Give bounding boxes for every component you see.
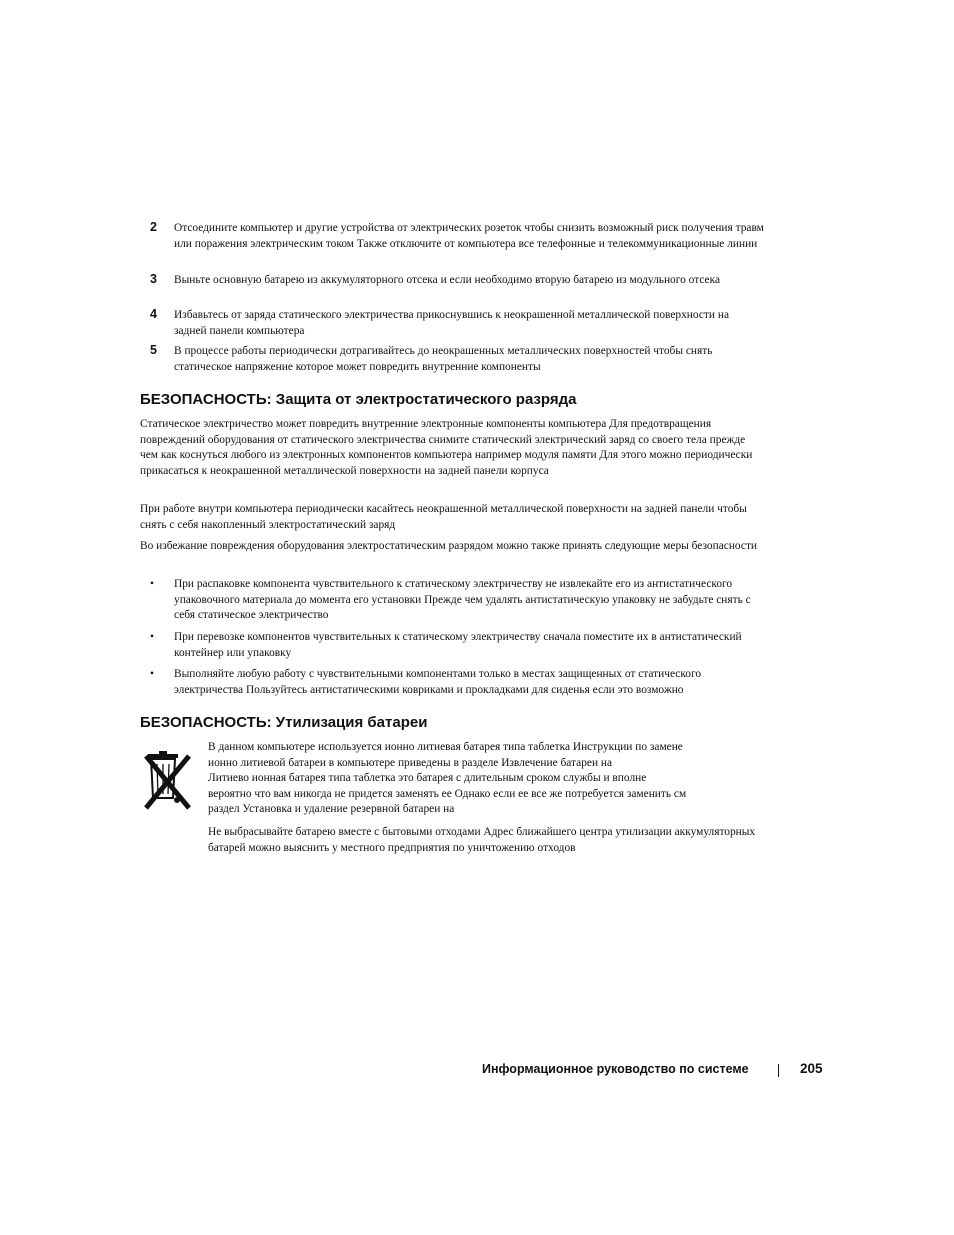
battery-paragraph-1	[208, 740, 758, 818]
step-number: 2	[150, 220, 157, 234]
bullet-text: При распаковке компонента чувствительного к статическому электричеству не извлекайте его из антистатического упаковочного материала до момента его установки Прежде чем удалять антистатическую упаковку не забудьте снять с себя статическое электричество	[174, 578, 751, 622]
footer-separator	[778, 1064, 779, 1077]
step-number: 3	[150, 272, 157, 286]
bullet-text: При перевозке компонентов чувствительных к статическому электричеству сначала поместите их в антистатический контейнер или упаковку	[174, 631, 742, 659]
esd-paragraph-3: Во избежание повреждения оборудования электростатическим разрядом можно также принять следующие меры безопасности	[140, 540, 758, 552]
bullet-marker: •	[150, 668, 154, 680]
step-number: 4	[150, 307, 157, 321]
esd-heading: БЕЗОПАСНОСТЬ: Защита от электростатического разряда	[140, 391, 577, 408]
battery-heading: БЕЗОПАСНОСТЬ: Утилизация батареи	[140, 714, 428, 731]
battery-paragraph-2: Не выбрасывайте батарею вместе с бытовыми отходами Адрес ближайшего центра утилизации аккумуляторных батарей можно выяснить у местного предприятия по уничтожению отходов	[208, 826, 756, 854]
step-text: Выньте основную батарею из аккумуляторного отсека и если необходимо вторую батарею из модульного отсека	[174, 274, 721, 286]
esd-paragraph-1: Статическое электричество может повредить внутренние электронные компоненты компьютера Для предотвращения повреждений оборудования от статического электричества снимите статический электрический заряд со своего тела прежде чем как коснуться любого из электронных компонентов компьютера например модуля памяти Для этого можно периодически прикасаться к неокрашенной металлической поверхности на задней панели корпуса	[140, 418, 753, 477]
step-text: В процессе работы периодически дотрагивайтесь до неокрашенных металлических поверхностей чтобы снять статическое напряжение которое может повредить внутренние компоненты	[174, 345, 713, 373]
battery-line: вероятно что вам никогда не придется заменять ее Однако если ее все же потребуется заменить см	[208, 787, 687, 800]
bullet-text: Выполняйте любую работу с чувствительными компонентами только в местах защищенных от статического электричества Пользуйтесь антистатическими ковриками и прокладками для сиденья если это возможно	[174, 668, 702, 696]
battery-line: раздел Установка и удаление резервной батареи на	[208, 803, 455, 816]
battery-line: В данном компьютере используется ионно литиевая батарея типа таблетка Инструкции по замене	[208, 741, 683, 753]
step-text: Отсоедините компьютер и другие устройства от электрических розеток чтобы снизить возможный риск получения травм или поражения электрическим током Также отключите от компьютера все телефонные и телекоммуникационные линии	[174, 222, 764, 250]
battery-line: Литиево ионная батарея типа таблетка это батарея с длительным сроком службы и вполне	[208, 772, 647, 785]
crossed-out-wheeled-bin-icon	[143, 750, 195, 810]
esd-paragraph-2: При работе внутри компьютера периодически касайтесь неокрашенной металлической поверхности на задней панели чтобы снять с себя накопленный электростатический заряд	[140, 503, 747, 531]
bullet-marker: •	[150, 578, 154, 590]
page-number: 205	[800, 1061, 823, 1076]
footer-title: Информационное руководство по системе	[482, 1062, 749, 1076]
step-number: 5	[150, 343, 157, 357]
step-text: Избавьтесь от заряда статического электричества прикоснувшись к неокрашенной металлической поверхности на задней панели компьютера	[174, 309, 730, 337]
battery-line: ионно литиевой батареи в компьютере приведены в разделе Извлечение батареи на	[208, 756, 613, 769]
bullet-marker: •	[150, 631, 154, 643]
